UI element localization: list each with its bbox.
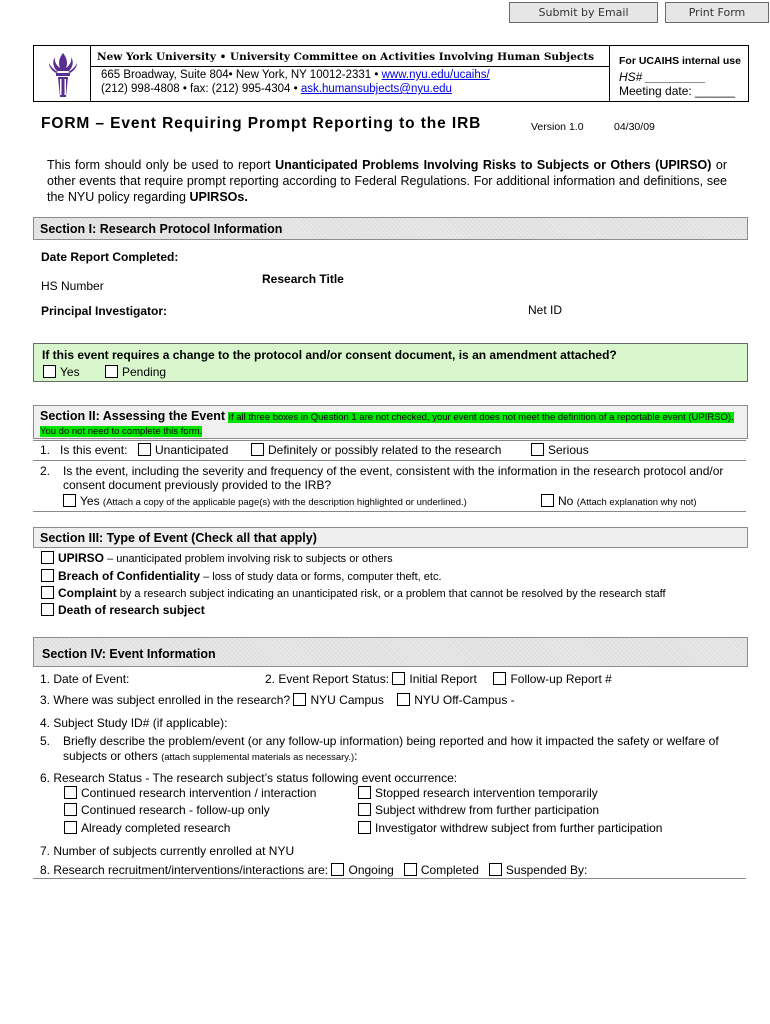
complaint-checkbox[interactable] xyxy=(41,586,54,599)
event-type-breach: Breach of Confidentiality – loss of study data or forms, computer theft, etc. xyxy=(41,569,442,583)
meeting-date-field: Meeting date: ______ xyxy=(619,84,736,98)
q2-1: 1. Is this event: xyxy=(40,443,128,457)
death-checkbox[interactable] xyxy=(41,603,54,616)
q2-2-num: 2. xyxy=(40,464,51,478)
unanticipated-checkbox[interactable] xyxy=(138,443,151,456)
stopped-temporarily-checkbox[interactable] xyxy=(358,786,371,799)
subject-withdrew-checkbox[interactable] xyxy=(358,803,371,816)
form-version: Version 1.0 xyxy=(531,121,584,133)
consistent-yes-checkbox[interactable] xyxy=(63,494,76,507)
q4-6-status: 6. Research Status - The research subject’s status following event occurrence: xyxy=(40,771,458,785)
header-box xyxy=(33,45,749,102)
section-4-header xyxy=(33,637,748,667)
suspended-checkbox[interactable] xyxy=(489,863,502,876)
form-title: FORM – Event Requiring Prompt Reporting to the IRB xyxy=(41,115,482,132)
q2-2-no: No (Attach explanation why not) xyxy=(541,494,697,508)
q4-5-describe: Briefly describe the problem/event (or any follow-up information) being reported and how it impacted the safety or welfare of subjects or others (attach supplemental materials as necessary.): xyxy=(63,734,719,763)
q2-2-yes: Yes (Attach a copy of the applicable page(s) with the description highlighted or underlined.) xyxy=(63,494,467,508)
submit-by-email-button[interactable]: Submit by Email xyxy=(509,2,658,23)
nyu-campus-checkbox[interactable] xyxy=(293,693,306,706)
serious-checkbox[interactable] xyxy=(531,443,544,456)
status-stopped-temporarily: Stopped research intervention temporarily xyxy=(358,786,598,800)
status-continued-followup: Continued research - follow-up only xyxy=(64,803,270,817)
event-type-complaint: Complaint by a research subject indicating an unanticipated risk, or a problem that cannot be resolved by the research staff xyxy=(41,586,666,600)
hs-number-label: HS Number xyxy=(41,279,104,293)
hs-field: HS# _________ xyxy=(619,70,706,84)
initial-report-checkbox[interactable] xyxy=(392,672,405,685)
q4-1-date: 1. Date of Event: xyxy=(40,672,130,686)
status-subject-withdrew: Subject withdrew from further participation xyxy=(358,803,599,817)
section-1-title: Section I: Research Protocol Information xyxy=(40,222,283,236)
section-3-header xyxy=(33,527,748,548)
amendment-yes: Yes xyxy=(43,365,80,379)
intro-paragraph: This form should only be used to report Unanticipated Problems Involving Risks to Subjects or Others (UPIRSO) or other events that require prompt reporting according to Federal Regulations. For additional information and definitions, see the NYU policy regarding UPIRSOs. xyxy=(47,158,727,204)
section-1-header xyxy=(33,217,748,240)
section-4-title: Section IV: Event Information xyxy=(42,647,216,661)
print-form-button[interactable]: Print Form xyxy=(665,2,769,23)
q2-2-text: Is the event, including the severity and frequency of the event, consistent with the information in the research protocol and/or consent document previously provided to the IRB? xyxy=(63,464,724,492)
status-continued-intervention: Continued research intervention / interaction xyxy=(64,786,316,800)
q2-1-opt-serious: Serious xyxy=(531,443,589,457)
q2-1-opt-unanticipated: Unanticipated xyxy=(138,443,228,457)
status-investigator-withdrew: Investigator withdrew subject from further participation xyxy=(358,821,662,835)
followup-report-checkbox[interactable] xyxy=(493,672,506,685)
pi-label: Principal Investigator: xyxy=(41,304,168,318)
investigator-withdrew-checkbox[interactable] xyxy=(358,821,371,834)
email-link[interactable]: ask.humansubjects@nyu.edu xyxy=(300,83,452,95)
internal-use-title: For UCAIHS internal use xyxy=(619,55,741,67)
nyu-torch-logo xyxy=(39,49,87,99)
continued-intervention-checkbox[interactable] xyxy=(64,786,77,799)
q4-7-number-enrolled: 7. Number of subjects currently enrolled at NYU xyxy=(40,844,295,858)
section-2-note: If all three boxes in Question 1 are not checked, your event does not meet the definition of a reportable event (UPIRSO). You do not need to complete this form. xyxy=(40,412,734,437)
section-2-title: Section II: Assessing the Event xyxy=(40,409,226,423)
ongoing-checkbox[interactable] xyxy=(331,863,344,876)
section-2-header xyxy=(33,405,748,439)
related-checkbox[interactable] xyxy=(251,443,264,456)
q4-5-num: 5. xyxy=(40,734,51,748)
amendment-pending: Pending xyxy=(105,365,166,379)
section-3-title: Section III: Type of Event (Check all that apply) xyxy=(40,531,317,545)
q4-4-study-id: 4. Subject Study ID# (if applicable): xyxy=(40,716,228,730)
q4-3-enrolled: 3. Where was subject enrolled in the research? NYU Campus NYU Off-Campus - xyxy=(40,693,515,707)
q4-8-recruitment: 8. Research recruitment/interventions/interactions are: Ongoing Completed Suspended By: xyxy=(40,863,588,877)
net-id-label: Net ID xyxy=(528,303,563,317)
q4-2-status: 2. Event Report Status: Initial Report Follow-up Report # xyxy=(265,672,612,686)
status-already-completed: Already completed research xyxy=(64,821,230,835)
amendment-yes-checkbox[interactable] xyxy=(43,365,56,378)
event-type-death: Death of research subject xyxy=(41,603,205,617)
org-line: New York University • University Committee on Activities Involving Human Subjects xyxy=(97,51,595,63)
research-title-label: Research Title xyxy=(262,272,344,286)
address-line: 665 Broadway, Suite 804• New York, NY 10012-2331 • www.nyu.edu/ucaihs/ xyxy=(101,69,490,81)
upirso-checkbox[interactable] xyxy=(41,551,54,564)
amendment-question: If this event requires a change to the protocol and/or consent document, is an amendment attached? xyxy=(42,348,617,362)
amendment-pending-checkbox[interactable] xyxy=(105,365,118,378)
consistent-no-checkbox[interactable] xyxy=(541,494,554,507)
form-date: 04/30/09 xyxy=(614,121,655,133)
contact-line: (212) 998-4808 • fax: (212) 995-4304 • ask.humansubjects@nyu.edu xyxy=(101,83,452,95)
already-completed-checkbox[interactable] xyxy=(64,821,77,834)
breach-checkbox[interactable] xyxy=(41,569,54,582)
nyu-off-campus-checkbox[interactable] xyxy=(397,693,410,706)
website-link[interactable]: www.nyu.edu/ucaihs/ xyxy=(381,69,490,81)
continued-followup-checkbox[interactable] xyxy=(64,803,77,816)
date-report-label: Date Report Completed: xyxy=(41,250,179,264)
q2-1-opt-related: Definitely or possibly related to the research xyxy=(251,443,501,457)
header-org-info xyxy=(90,46,610,101)
amendment-box xyxy=(33,343,748,382)
completed-checkbox[interactable] xyxy=(404,863,417,876)
event-type-upirso: UPIRSO – unanticipated problem involving risk to subjects or others xyxy=(41,551,393,565)
